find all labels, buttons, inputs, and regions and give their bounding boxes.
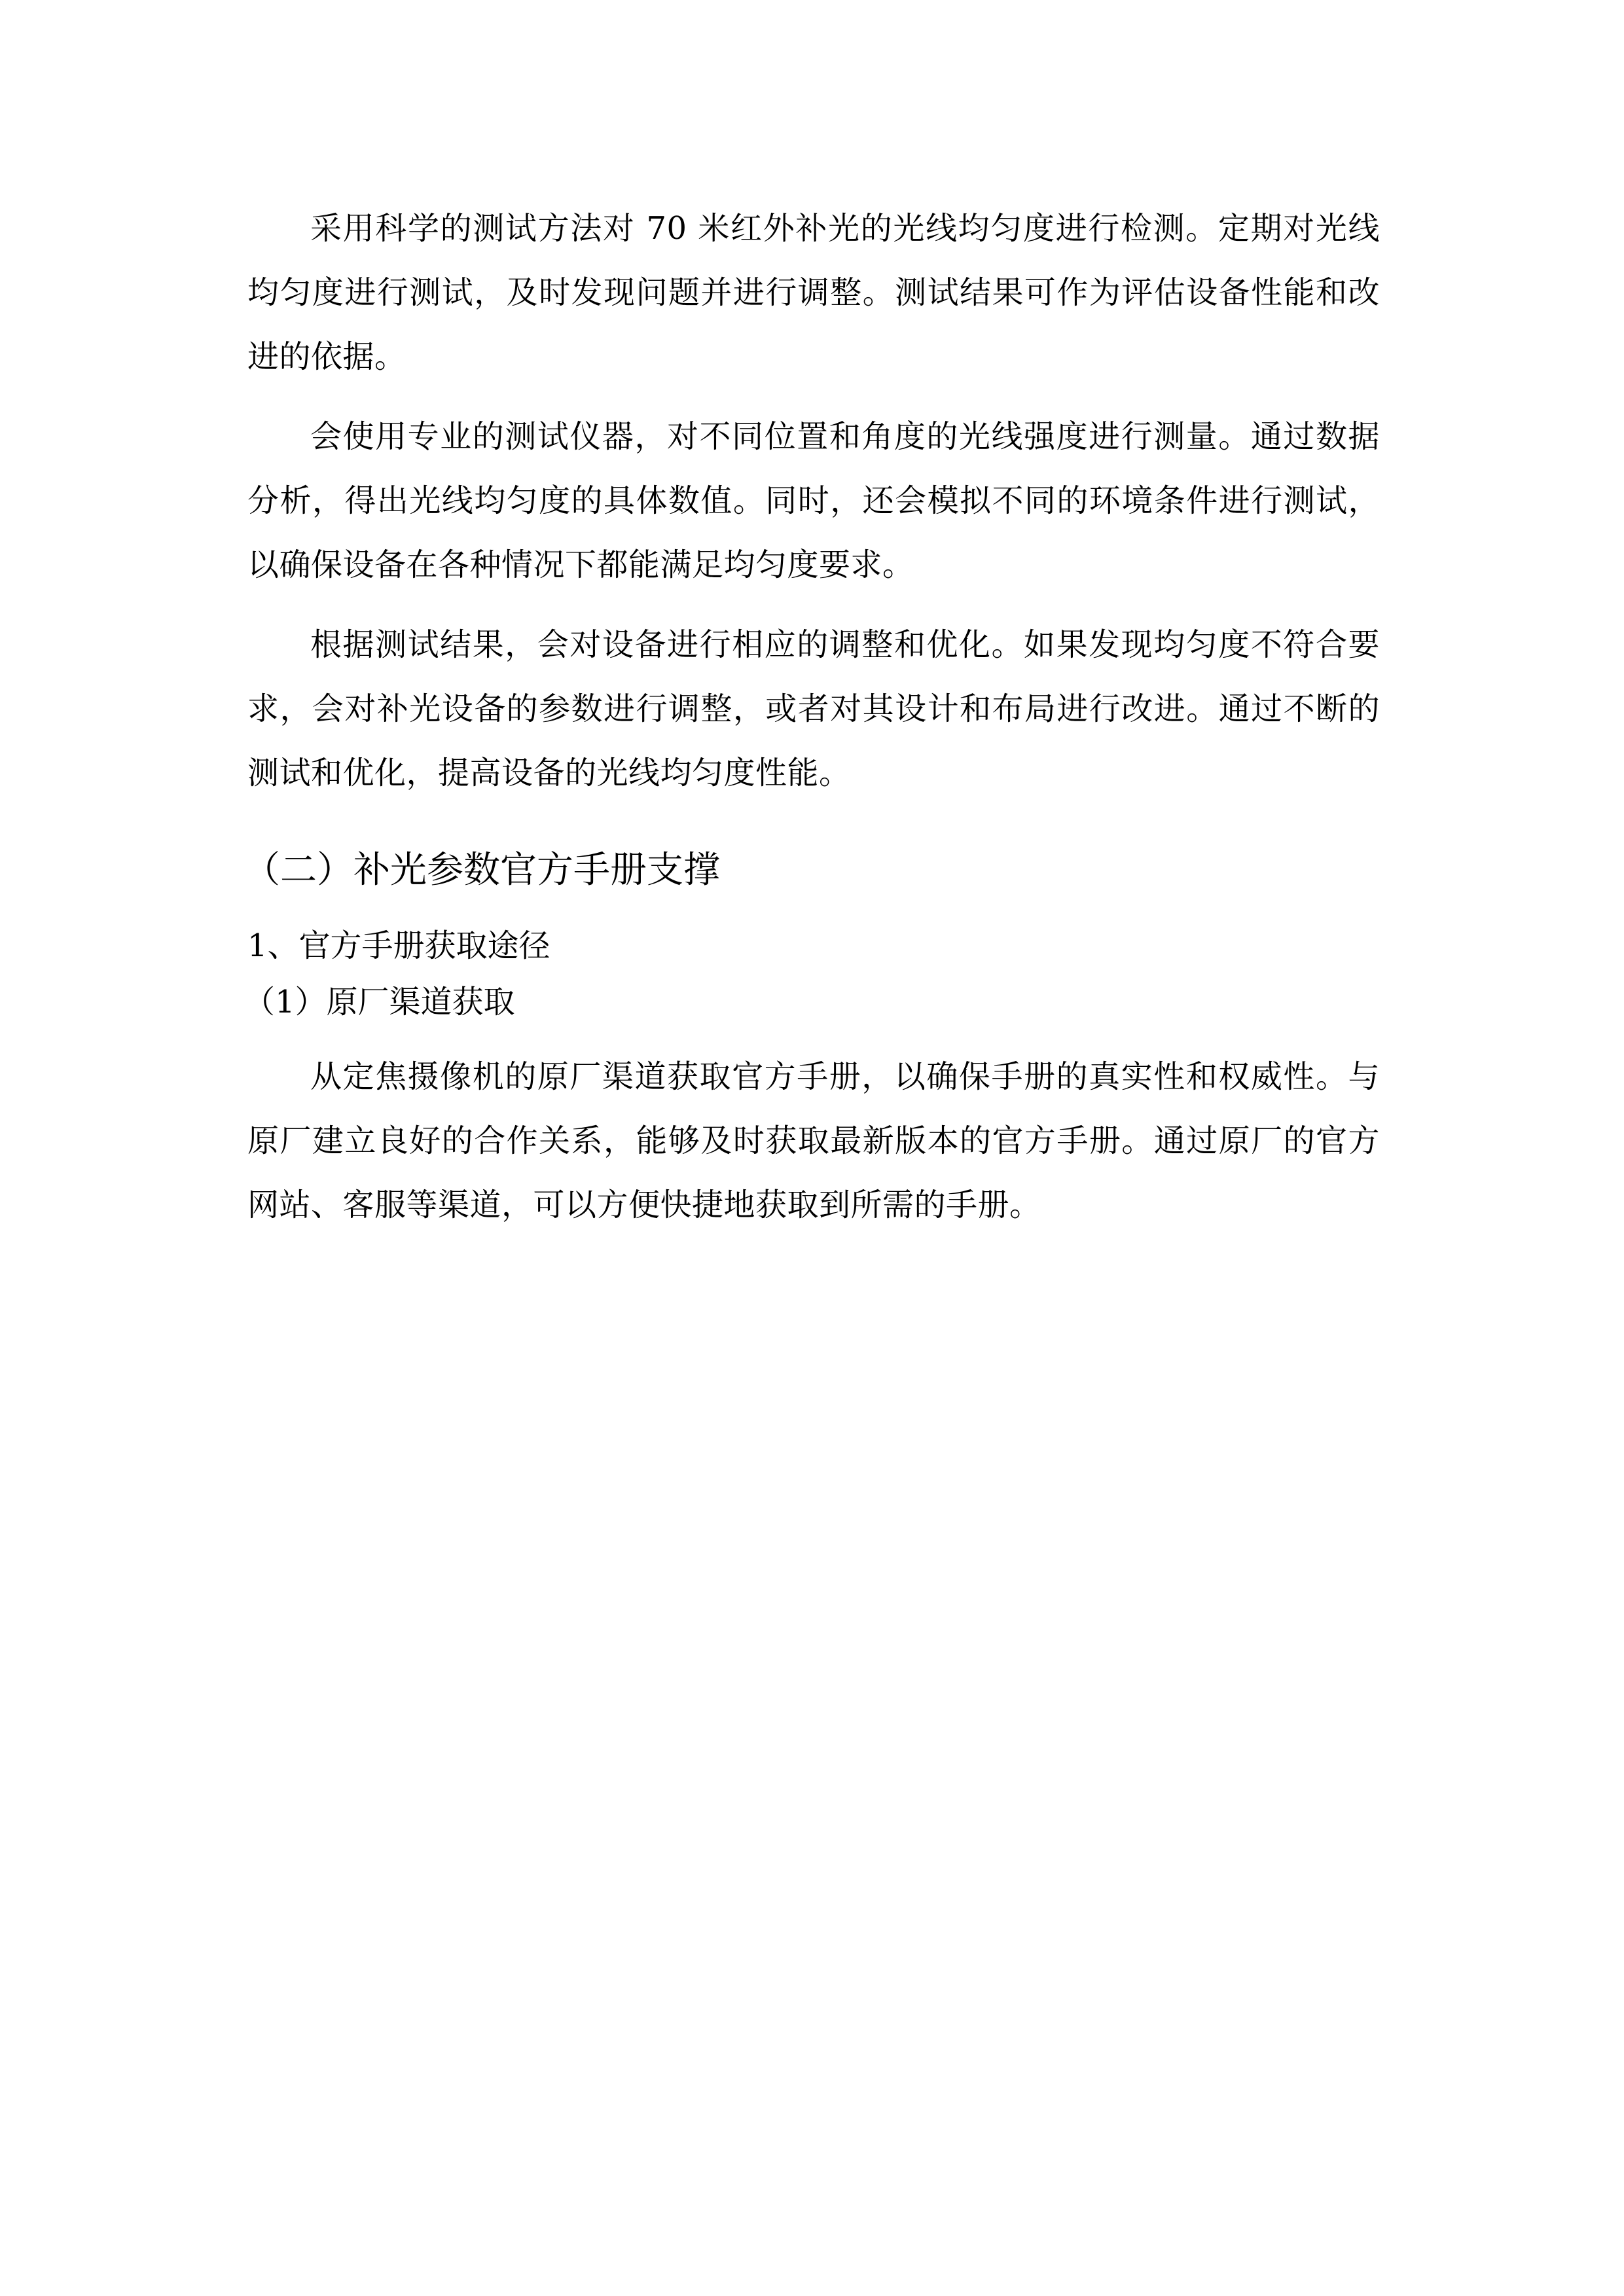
document-page [244, 196, 1380, 1253]
body-paragraph-4: 从定焦摄像机的原厂渠道获取官方手册，以确保手册的真实性和权威性。与原厂建立良好的合作关系，能够及时获取最新版本的官方手册。通过原厂的官方网站、客服等渠道，可以方便快捷地获取到所需的手册。 [247, 1058, 1380, 1223]
body-paragraph-1: 采用科学的测试方法对 70 米红外补光的光线均匀度进行检测。定期对光线均匀度进行测试，及时发现问题并进行调整。测试结果可作为评估设备性能和改进的依据。 [247, 210, 1380, 375]
body-paragraph-2: 会使用专业的测试仪器，对不同位置和角度的光线强度进行测量。通过数据分析，得出光线均匀度的具体数值。同时，还会模拟不同的环境条件进行测试，以确保设备在各种情况下都能满足均匀度要求。 [247, 418, 1380, 583]
subsection-heading: 1、官方手册获取途径 [247, 927, 550, 964]
section-heading: （二）补光参数官方手册支撑 [244, 849, 720, 891]
body-paragraph-3: 根据测试结果，会对设备进行相应的调整和优化。如果发现均匀度不符合要求，会对补光设备的参数进行调整，或者对其设计和布局进行改进。通过不断的测试和优化，提高设备的光线均匀度性能。 [247, 626, 1380, 791]
subsubsection-heading: （1）原厂渠道获取 [244, 984, 515, 1020]
